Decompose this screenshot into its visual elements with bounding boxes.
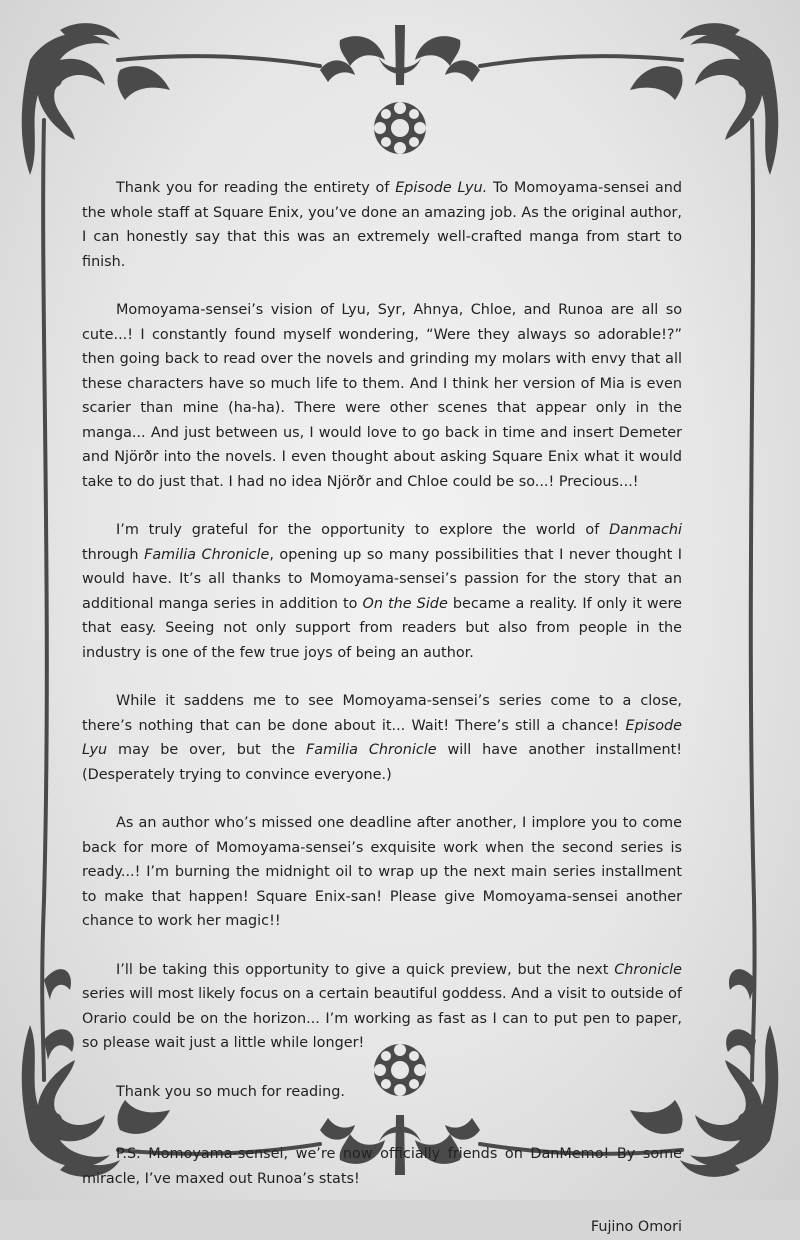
- top-rosette: [374, 102, 426, 154]
- paragraph-3: [82, 518, 682, 665]
- italic-title: Familia Chronicle: [306, 742, 437, 758]
- italic-title: Episode Lyu: [82, 717, 682, 758]
- italic-title: Episode Lyu.: [395, 180, 488, 196]
- text-run: became a reality. If only it were that easy. Seeing not only support from readers but also from people in the industry is one of the few true joys of being an author.: [82, 595, 682, 661]
- italic-title: Familia Chronicle: [144, 546, 270, 563]
- text-run: Thank you for reading the entirety of: [116, 180, 396, 196]
- text-run: I’m truly grateful for the opportunity to explore the world of: [116, 522, 610, 538]
- side-ornament-left: [44, 969, 74, 1060]
- top-crest: [320, 25, 480, 85]
- paragraph-6: [82, 958, 682, 1056]
- author-signature: Fujino Omori: [590, 1219, 682, 1235]
- text-run: series will most likely focus on a certain beautiful goddess. And a visit to outside of Orario could be on the horizon... I’m working as fast as I can to put pen to paper, so please wait just a little while longer!: [82, 986, 682, 1051]
- paragraph-2: Momoyama-sensei’s vision of Lyu, Syr, Ahnya, Chloe, and Runoa are all so cute...! I constantly found myself wondering, “Were they always so adorable!?” then going back to read over the novels and grinding my molars with envy that all these characters have so much life to them. And I think her version of Mia is even scarier than mine (ha-ha). There were other scenes that appear only in the manga... And just between us, I would love to go back in time and insert Demeter and Njörðr into the novels. I even thought about asking Square Enix what it would take to do just that. I had no idea Njörðr and Chloe could be so...! Precious...!: [82, 302, 682, 490]
- paragraph-4: [82, 689, 682, 787]
- text-run: through: [82, 546, 145, 563]
- italic-title: On the Side: [362, 595, 448, 612]
- paragraph-1: [82, 176, 682, 274]
- text-run: will have another installment! (Desperately trying to convince everyone.): [82, 742, 682, 783]
- afterword-letter: [82, 176, 682, 1240]
- text-run: may be over, but the: [107, 742, 307, 758]
- text-run: While it saddens me to see Momoyama-sensei’s series come to a close, there’s nothing that can be done about it... Wait! There’s still a chance!: [82, 693, 682, 734]
- left-border-line: [42, 120, 47, 1080]
- italic-title: Chronicle: [614, 961, 682, 978]
- text-run: I’ll be taking this opportunity to give a quick preview, but the next: [116, 961, 615, 978]
- text-run: To Momoyama-sensei and the whole staff at Square Enix, you’ve done an amazing job. As the original author, I can honestly say that this was an extremely well-crafted manga from start to finish.: [82, 180, 682, 270]
- side-ornament-right: [726, 969, 756, 1060]
- corner-ornament-top-right: [630, 23, 778, 175]
- paragraph-thanks: Thank you so much for reading.: [116, 1083, 345, 1100]
- text-run: , opening up so many possibilities that I never thought I would have. It’s all thanks to Momoyama-sensei’s passion for the story that an additional manga series in addition to: [82, 546, 682, 612]
- paragraph-5: As an author who’s missed one deadline after another, I implore you to come back for more of Momoyama-sensei’s exquisite work when the second series is ready...! I’m burning the midnight oil to wrap up the next main series installment to make that happen! Square Enix-san! Please give Momoyama-sensei another chance to work her magic!!: [82, 815, 682, 929]
- top-border-right-line: [480, 56, 682, 66]
- top-border-left-line: [118, 56, 320, 66]
- right-border-line: [751, 120, 755, 1080]
- paragraph-postscript: P.S. Momoyama-sensei, we’re now officially friends on DanMemo! By some miracle, I’ve maxed out Runoa’s stats!: [82, 1146, 682, 1187]
- italic-title: Danmachi: [609, 522, 682, 538]
